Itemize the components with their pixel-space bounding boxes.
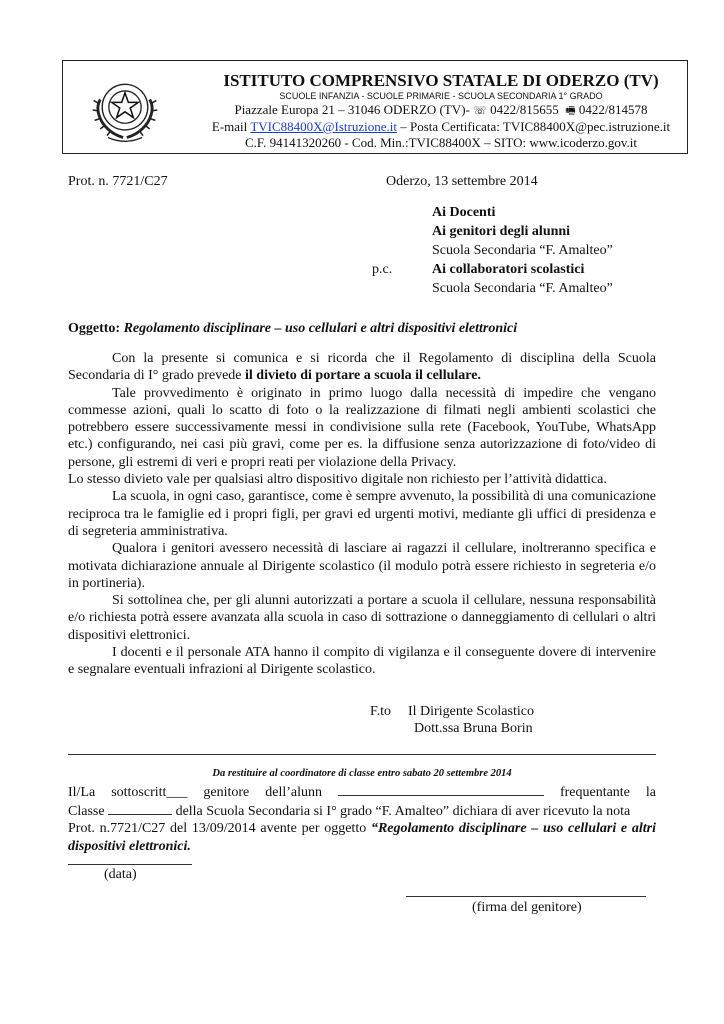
slip-word: frequentante [559, 785, 630, 800]
recipient-staff: Ai collaboratori scolastici [432, 262, 585, 277]
letter-body [68, 350, 656, 679]
slip-text: della Scuola Secondaria si I° grado “F. Amalteo” dichiara di aver ricevuto la nota [175, 803, 631, 819]
telephone-icon: ☏ [473, 104, 487, 117]
email-label: E-mail [211, 119, 248, 134]
slip-word: dell’alunn [265, 785, 322, 800]
protocol-number: Prot. n. 7721/C27 [68, 174, 168, 189]
paragraph: Qualora i genitori avessero necessità di lasciare ai ragazzi il cellulare, inoltreranno specifica e motivata dichiarazione annuale al Dirigente scolastico (il modulo potrà essere richiesto in segreteria e/o in portineria). [68, 541, 656, 591]
fax: 0422/814578 [578, 102, 648, 117]
return-slip [68, 783, 656, 855]
paragraph: I docenti e il personale ATA hanno il compito di vigilanza e il conseguente dovere di intervenire e segnalare eventuali infrazioni al Dirigente scolastico. [68, 645, 656, 678]
date-field[interactable] [68, 864, 192, 865]
fax-icon: 🖷 [565, 104, 576, 117]
slip-line-2 [68, 802, 656, 821]
recipient-school-2: Scuola Secondaria “F. Amalteo” [432, 281, 613, 296]
address-line [203, 102, 679, 119]
recipient-school: Scuola Secondaria “F. Amalteo” [432, 243, 613, 258]
signatory-role: Il Dirigente Scolastico [408, 704, 534, 719]
paragraph-text: Con la presente si comunica e si ricorda che il Regolamento di disciplina della Scuola Secondaria di I° grado prevede [68, 351, 656, 384]
slip-text: Prot. n.7721/C27 del 13/09/2014 avente per oggetto [68, 821, 371, 836]
return-note: Da restituire al coordinatore di classe entro sabato 20 settembre 2014 [212, 768, 512, 779]
signatory-name: Dott.ssa Bruna Borin [414, 721, 533, 736]
email-line [203, 119, 679, 135]
recipient-teachers: Ai Docenti [432, 205, 496, 220]
class-field[interactable] [108, 802, 172, 815]
signature-label: (firma del genitore) [472, 900, 582, 915]
letterhead [62, 60, 688, 154]
paragraph: Lo stesso divieto vale per qualsiasi altro dispositivo digitale non richiesto per l’attività didattica. [68, 472, 607, 488]
school-levels: SCUOLE INFANZIA - SCUOLE PRIMARIE - SCUOLA SECONDARIA 1° GRADO [279, 91, 603, 101]
italian-republic-emblem [87, 71, 163, 147]
student-name-field[interactable] [338, 783, 544, 796]
paragraph: Tale provvedimento è originato in primo luogo dalla necessità di impedire che vengano commesse azioni, quali lo scatto di foto o la realizzazione di filmati negli ambienti scolastici che potrebbero essere successivamente messi in condivisione sulla rete (Facebook, YouTube, WhatsApp etc.) configurando, nei casi più gravi, come per es. la diffusione senza autorizzazione di foto/video di persone, gli estremi di veri e propri reati per violazione della Privacy. [68, 385, 656, 470]
pc-label: p.c. [372, 262, 393, 277]
place-date: Oderzo, 13 settembre 2014 [386, 174, 538, 189]
paragraph [68, 350, 656, 385]
prohibition-text: il divieto di portare a scuola il cellulare. [245, 368, 481, 384]
slip-line-1 [68, 783, 656, 802]
slip-word: Il/La [68, 785, 96, 800]
slip-line-3 [68, 820, 656, 855]
address: Piazzale Europa 21 – 31046 ODERZO (TV)- [234, 102, 470, 117]
slip-word: genitore [203, 785, 250, 800]
school-name: ISTITUTO COMPRENSIVO STATALE DI ODERZO (TV) [223, 71, 659, 90]
recipient-parents: Ai genitori degli alunni [432, 224, 571, 239]
slip-word: la [645, 785, 656, 800]
subject-text: Regolamento disciplinare – uso cellulari e altri dispositivi elettronici [123, 321, 518, 336]
cut-line [68, 754, 656, 755]
signed-label: F.to [370, 704, 392, 719]
pec: – Posta Certificata: TVIC88400X@pec.istruzione.it [400, 119, 671, 134]
codes-line: C.F. 94141320260 - Cod. Min.:TVIC88400X – SITO: www.icoderzo.gov.it [244, 135, 638, 150]
parent-signature-field[interactable] [406, 896, 646, 897]
slip-word: sottoscritt___ [111, 785, 188, 800]
slip-subject: “Regolamento disciplinare – uso cellulari e altri dispositivi elettronici. [68, 821, 656, 854]
paragraph: La scuola, in ogni caso, garantisce, come è sempre avvenuto, la possibilità di una comunicazione reciproca tra le famiglie ed i propri figli, per gravi ed urgenti motivi, mediante gli uffici di presidenza e di segreteria amministrativa. [68, 489, 656, 539]
subject-line [68, 320, 517, 338]
letterhead-text [203, 71, 679, 151]
email-link[interactable]: TVIC88400X@Istruzione.it [250, 119, 397, 134]
paragraph: Si sottolinea che, per gli alunni autorizzati a portare a scuola il cellulare, nessuna responsabilità e/o richiesta potrà essere avanzata alla scuola in caso di sottrazione o danneggiamento di cellulari o altri dispositivi elettronici. [68, 593, 656, 643]
phone: 0422/815655 [490, 102, 559, 117]
date-label: (data) [104, 867, 137, 882]
slip-word: Classe [68, 803, 105, 819]
subject-label: Oggetto: [68, 321, 121, 336]
